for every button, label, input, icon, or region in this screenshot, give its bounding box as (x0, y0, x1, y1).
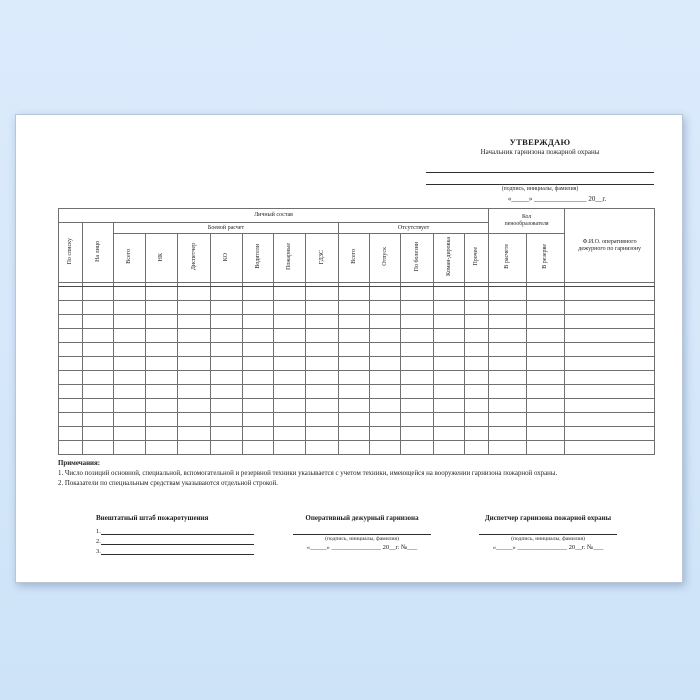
table-cell (306, 329, 339, 343)
table-cell (243, 385, 274, 399)
table-cell (434, 343, 465, 357)
table-cell (59, 441, 83, 455)
group-combat: Боевой расчет (114, 223, 339, 234)
column-by-list: По списку (59, 223, 83, 283)
table-cell (489, 385, 527, 399)
table-cell (339, 385, 370, 399)
table-cell (146, 399, 178, 413)
table-cell (211, 399, 243, 413)
approval-title: УТВЕРЖДАЮ (509, 137, 571, 147)
table-cell (489, 371, 527, 385)
table-row (59, 343, 655, 357)
table-cell (527, 427, 565, 441)
table-cell (565, 371, 655, 385)
table-cell (114, 385, 146, 399)
table-cell (146, 357, 178, 371)
table-row (59, 427, 655, 441)
table-cell (401, 343, 434, 357)
group-foam: Кол пенообразователя (489, 209, 565, 234)
table-cell (489, 357, 527, 371)
table-cell (489, 441, 527, 455)
table-cell (114, 441, 146, 455)
signature-line (426, 173, 654, 185)
table-cell (146, 371, 178, 385)
table-cell (274, 343, 306, 357)
table-cell (274, 329, 306, 343)
table-cell (83, 441, 114, 455)
table-cell (146, 343, 178, 357)
table-cell (370, 287, 401, 301)
table-cell (274, 413, 306, 427)
table-cell (306, 413, 339, 427)
table-cell (274, 399, 306, 413)
table-row (59, 413, 655, 427)
table-cell (211, 287, 243, 301)
column-combat-total: Всего (114, 234, 146, 283)
table-cell (527, 399, 565, 413)
table-cell (83, 343, 114, 357)
table-cell (211, 371, 243, 385)
table-cell (83, 399, 114, 413)
table-cell (527, 413, 565, 427)
column-foam-in-calc: В расчете (489, 234, 527, 283)
table-row (59, 371, 655, 385)
table-cell (565, 427, 655, 441)
table-cell (465, 371, 489, 385)
table-cell (114, 427, 146, 441)
table-cell (178, 385, 211, 399)
column-gdzs: ГДЗС (306, 234, 339, 283)
table-cell (489, 329, 527, 343)
table-body (59, 283, 655, 455)
table-cell (527, 287, 565, 301)
table-cell (114, 287, 146, 301)
table-cell (370, 301, 401, 315)
signature-caption: (подпись, инициалы, фамилия) (511, 536, 585, 542)
table-cell (211, 413, 243, 427)
table-cell (465, 427, 489, 441)
table-cell (339, 441, 370, 455)
group-absent: Отсутствует (339, 223, 489, 234)
table-cell (401, 427, 434, 441)
table-cell (465, 315, 489, 329)
table-cell (83, 287, 114, 301)
table-cell (370, 315, 401, 329)
table-cell (83, 357, 114, 371)
column-fio: Ф.И.О. оперативного дежурного по гарнизону (565, 209, 655, 283)
table-cell (146, 413, 178, 427)
table-cell (59, 413, 83, 427)
table-cell (527, 315, 565, 329)
table-cell (274, 441, 306, 455)
table-cell (489, 343, 527, 357)
table-cell (59, 287, 83, 301)
table-cell (83, 385, 114, 399)
table-cell (146, 427, 178, 441)
signature-block-duty (278, 514, 446, 551)
table-cell (465, 399, 489, 413)
table-cell (465, 385, 489, 399)
table-cell (146, 301, 178, 315)
table-row (59, 315, 655, 329)
table-cell (59, 427, 83, 441)
table-cell (401, 329, 434, 343)
table-cell (401, 287, 434, 301)
table-cell (114, 301, 146, 315)
table-cell (434, 301, 465, 315)
table-cell (243, 441, 274, 455)
table-cell (306, 385, 339, 399)
table-cell (565, 357, 655, 371)
table-cell (565, 343, 655, 357)
table-cell (339, 399, 370, 413)
column-other: Прочее (465, 234, 489, 283)
column-present: На лицо (83, 223, 114, 283)
table-cell (146, 315, 178, 329)
table-cell (274, 357, 306, 371)
table-cell (465, 301, 489, 315)
table-cell (178, 371, 211, 385)
table-cell (401, 441, 434, 455)
table-cell (370, 385, 401, 399)
table-cell (565, 287, 655, 301)
table-cell (565, 399, 655, 413)
table-cell (401, 301, 434, 315)
column-foam-in-reserve: В резерве (527, 234, 565, 283)
table-cell (59, 399, 83, 413)
table-cell (434, 441, 465, 455)
table-cell (211, 329, 243, 343)
numbered-signature-line: 1. (96, 525, 254, 535)
column-firefighters: Пожарные (274, 234, 306, 283)
table-cell (59, 329, 83, 343)
signature-block-title: Диспетчер гарнизона пожарной охраны (484, 514, 612, 522)
table-cell (83, 301, 114, 315)
column-sick: По болезни (401, 234, 434, 283)
column-nk: НК (146, 234, 178, 283)
signature-caption: (подпись, инициалы, фамилия) (501, 186, 579, 192)
table-cell (178, 315, 211, 329)
table-cell (306, 399, 339, 413)
table-cell (370, 413, 401, 427)
table-cell (178, 287, 211, 301)
notes-block (58, 459, 658, 488)
table-cell (83, 427, 114, 441)
table-cell (211, 427, 243, 441)
table-cell (434, 329, 465, 343)
column-business-trip: Коман-дировка (434, 234, 465, 283)
table-cell (401, 399, 434, 413)
table-cell (434, 371, 465, 385)
table-cell (370, 399, 401, 413)
table-cell (306, 357, 339, 371)
table-row (59, 301, 655, 315)
table-cell (114, 343, 146, 357)
table-cell (243, 427, 274, 441)
table-cell (114, 357, 146, 371)
table-cell (178, 441, 211, 455)
table-cell (465, 343, 489, 357)
table-cell (527, 371, 565, 385)
table-cell (489, 315, 527, 329)
table-cell (274, 427, 306, 441)
table-cell (146, 329, 178, 343)
table-cell (306, 441, 339, 455)
table-cell (83, 413, 114, 427)
table-cell (434, 357, 465, 371)
table-row (59, 399, 655, 413)
approval-date-line: «_____» _______________ 20__г. (507, 195, 607, 203)
table-cell (178, 329, 211, 343)
table-cell (401, 385, 434, 399)
table-cell (527, 441, 565, 455)
table-cell (565, 385, 655, 399)
signature-blocks (16, 514, 684, 574)
table-cell (59, 357, 83, 371)
table-cell (401, 413, 434, 427)
table-cell (243, 399, 274, 413)
table-cell (59, 385, 83, 399)
table-cell (306, 427, 339, 441)
table-cell (114, 371, 146, 385)
table-cell (339, 371, 370, 385)
table-row (59, 357, 655, 371)
table-cell (370, 329, 401, 343)
table-cell (370, 343, 401, 357)
table-cell (243, 371, 274, 385)
header-row-groups (59, 209, 655, 223)
table-cell (370, 371, 401, 385)
table-cell (339, 343, 370, 357)
numbered-signature-line: 3. (96, 545, 254, 555)
note-item: 1. Число позиций основной, специальной, вспомогательной и резервной техники указывается с учетом техники, имеющейся на вооружении гарнизона пожарной охраны. (58, 469, 558, 477)
table-cell (370, 357, 401, 371)
table-cell (274, 287, 306, 301)
table-cell (565, 329, 655, 343)
table-cell (306, 287, 339, 301)
table-cell (370, 427, 401, 441)
table-cell (489, 413, 527, 427)
table-cell (339, 427, 370, 441)
table-cell (114, 315, 146, 329)
table-cell (83, 315, 114, 329)
table-row (59, 329, 655, 343)
column-drivers: Водители (243, 234, 274, 283)
signature-line (479, 525, 617, 535)
table-cell (306, 301, 339, 315)
signature-block-title: Оперативный дежурный гарнизона (305, 514, 419, 522)
table-cell (211, 315, 243, 329)
column-dispatcher: Диспетчер (178, 234, 211, 283)
signature-block-title: Внештатный штаб пожаротушения (96, 514, 209, 522)
note-item: 2. Показатели по специальным средствам указываются отдельной строкой. (58, 479, 278, 487)
table-cell (370, 441, 401, 455)
table-cell (434, 413, 465, 427)
approval-subtitle: Начальник гарнизона пожарной охраны (480, 148, 600, 156)
table-cell (465, 441, 489, 455)
column-vacation: Отпуск (370, 234, 401, 283)
approval-block (426, 137, 654, 203)
table-cell (306, 343, 339, 357)
table-cell (401, 315, 434, 329)
document-page (15, 114, 683, 583)
table-cell (489, 427, 527, 441)
table-cell (59, 315, 83, 329)
table-cell (211, 441, 243, 455)
table-row (59, 385, 655, 399)
table-cell (527, 357, 565, 371)
table-cell (401, 371, 434, 385)
table-cell (243, 343, 274, 357)
table-cell (178, 357, 211, 371)
table-cell (211, 357, 243, 371)
signature-date-line: «_____» _______________ 20__г. №___ (306, 544, 418, 551)
table-cell (243, 413, 274, 427)
table-cell (83, 371, 114, 385)
table-cell (59, 371, 83, 385)
table-cell (211, 385, 243, 399)
table-cell (146, 287, 178, 301)
table-cell (565, 413, 655, 427)
personnel-table (58, 208, 655, 455)
table-cell (489, 399, 527, 413)
signature-line (293, 525, 431, 535)
table-cell (527, 343, 565, 357)
table-cell (243, 287, 274, 301)
table-row (59, 287, 655, 301)
signature-line (101, 544, 254, 555)
table-cell (489, 301, 527, 315)
table-cell (339, 287, 370, 301)
table-cell (339, 413, 370, 427)
table-cell (434, 315, 465, 329)
table-cell (114, 329, 146, 343)
table-cell (465, 357, 489, 371)
table-cell (243, 329, 274, 343)
table-cell (489, 287, 527, 301)
table-cell (178, 343, 211, 357)
table-cell (146, 385, 178, 399)
table-cell (434, 287, 465, 301)
table-cell (59, 343, 83, 357)
table-cell (434, 385, 465, 399)
table-cell (243, 357, 274, 371)
table-cell (274, 385, 306, 399)
table-cell (114, 399, 146, 413)
table-cell (274, 371, 306, 385)
signature-block-staff (96, 514, 254, 555)
table-cell (306, 315, 339, 329)
table-cell (83, 329, 114, 343)
table-cell (211, 301, 243, 315)
table-cell (243, 301, 274, 315)
table-cell (565, 315, 655, 329)
table-cell (339, 329, 370, 343)
table-cell (114, 413, 146, 427)
signature-caption: (подпись, инициалы, фамилия) (325, 536, 399, 542)
table-cell (178, 399, 211, 413)
table-cell (178, 301, 211, 315)
table-cell (339, 301, 370, 315)
table-cell (465, 413, 489, 427)
table-cell (274, 301, 306, 315)
table-cell (401, 357, 434, 371)
table-cell (527, 385, 565, 399)
table-cell (243, 315, 274, 329)
table-row (59, 441, 655, 455)
table-cell (306, 371, 339, 385)
table-cell (527, 329, 565, 343)
numbered-signature-line: 2. (96, 535, 254, 545)
table-cell (178, 427, 211, 441)
table-cell (465, 329, 489, 343)
table-cell (465, 287, 489, 301)
column-ko: КО (211, 234, 243, 283)
signature-block-dispatcher (464, 514, 632, 551)
table-cell (339, 315, 370, 329)
table-cell (339, 357, 370, 371)
table-cell (211, 343, 243, 357)
table-cell (565, 301, 655, 315)
table-cell (434, 427, 465, 441)
table-cell (565, 441, 655, 455)
signature-date-line: «_____» _______________ 20__г. №___ (492, 544, 604, 551)
signature-line (426, 163, 654, 173)
table-cell (59, 301, 83, 315)
table-cell (434, 399, 465, 413)
table-cell (527, 301, 565, 315)
table-cell (274, 315, 306, 329)
table-cell (178, 413, 211, 427)
notes-title: Примечания: (58, 460, 101, 467)
column-absent-total: Всего (339, 234, 370, 283)
table-cell (146, 441, 178, 455)
group-personnel: Личный состав (59, 209, 489, 223)
